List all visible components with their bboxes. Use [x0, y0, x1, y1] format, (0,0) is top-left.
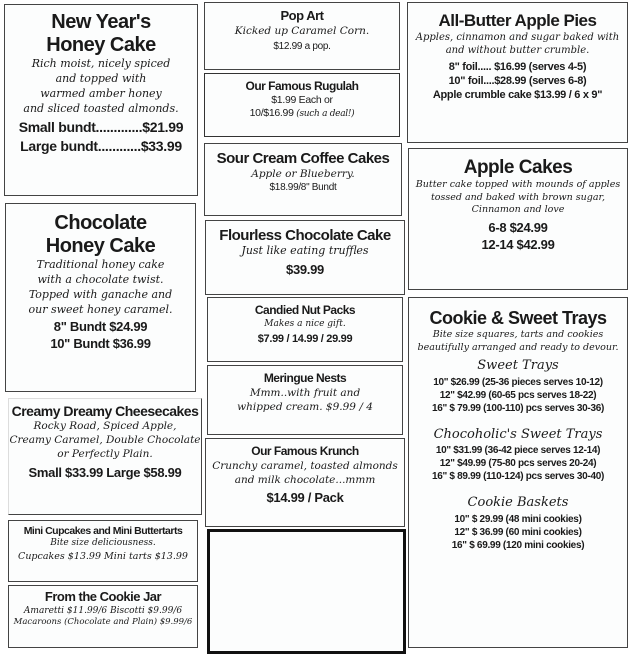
deal-note: (such a deal!): [296, 109, 355, 120]
item-description: warmed amber honey: [40, 86, 162, 100]
menu-item-new-years-honey-cake: [4, 4, 198, 196]
item-description: Bite size deliciousness.: [50, 538, 156, 549]
menu-item-rugulah: [204, 73, 400, 137]
group-title-chocoholic-trays: Chocoholic's Sweet Trays: [433, 426, 603, 442]
item-description: Apple or Blueberry.: [251, 168, 355, 181]
item-title: New Year's: [51, 11, 151, 33]
item-price: $14.99 / Pack: [266, 490, 344, 506]
item-title: Chocolate: [54, 212, 147, 234]
item-price: $1.99 Each or: [271, 93, 333, 106]
item-description: tossed and baked with brown sugar,: [430, 191, 606, 203]
item-price: 8" foil..... $16.99 (serves 4-5): [448, 60, 587, 73]
item-price: [205, 107, 399, 121]
menu-item-cheesecakes: [8, 398, 202, 515]
item-title: Meringue Nests: [263, 371, 347, 385]
item-description: Cinnamon and love: [471, 204, 565, 216]
menu-item-cookie-sweet-trays: [408, 297, 628, 648]
item-title: Sour Cream Coffee Cakes: [216, 150, 390, 167]
group-title-sweet-trays: Sweet Trays: [477, 358, 559, 374]
item-description: Topped with ganache and: [28, 287, 173, 301]
item-price: $12.99 a pop.: [273, 41, 331, 53]
item-price: 10" foil....$28.99 (serves 6-8): [448, 74, 587, 87]
item-title: Cookie & Sweet Trays: [429, 308, 607, 328]
item-price: whipped cream. $9.99 / 4: [237, 400, 373, 413]
item-price: Cupcakes $13.99 Mini tarts $13.99: [18, 551, 188, 563]
menu-item-apple-pies: [407, 2, 628, 143]
item-description: beautifully arranged and ready to devour.: [417, 341, 619, 353]
item-description: and topped with: [55, 71, 147, 85]
basket-price: 16" $ 69.99 (120 mini cookies): [451, 539, 585, 551]
item-description: Rocky Road, Spiced Apple,: [33, 420, 177, 433]
item-description: Apples, cinnamon and sugar baked with: [415, 31, 620, 43]
item-description: with a chocolate twist.: [37, 272, 164, 286]
item-title: Candied Nut Packs: [254, 303, 356, 317]
menu-item-cookie-jar: [8, 585, 198, 648]
item-title: Mini Cupcakes and Mini Buttertarts: [23, 525, 183, 537]
item-description: and without butter crumble.: [445, 45, 590, 57]
item-description: Creamy Caramel, Double Chocolate: [9, 434, 201, 447]
item-price: 12-14 $42.99: [481, 237, 555, 253]
item-price: Small bundt.............$21.99: [18, 119, 184, 136]
basket-price: 12" $ 36.99 (60 mini cookies): [454, 526, 582, 538]
menu-item-mini-cupcakes: [8, 520, 198, 582]
item-description: Traditional honey cake: [36, 258, 165, 271]
item-description: Mmm..with fruit and: [249, 386, 361, 399]
item-title: All-Butter Apple Pies: [438, 11, 597, 30]
item-title: Honey Cake: [46, 34, 156, 56]
tray-price: 16" $ 89.99 (110-124) pcs serves 30-40): [431, 471, 605, 483]
menu-item-candied-nut-packs: [207, 297, 403, 362]
item-price: $7.99 / 14.99 / 29.99: [257, 332, 353, 345]
item-title: From the Cookie Jar: [44, 589, 162, 604]
menu-item-pop-art: [204, 2, 400, 70]
item-title: Our Famous Rugulah: [245, 79, 359, 93]
item-price: Macaroons (Chocolate and Plain) $9.99/6: [13, 617, 193, 628]
item-price: 6-8 $24.99: [488, 220, 548, 236]
item-description: Crunchy caramel, toasted almonds: [212, 459, 398, 472]
menu-item-famous-krunch: [205, 438, 405, 527]
item-description: Rich moist, nicely spiced: [31, 57, 171, 70]
group-title-cookie-baskets: Cookie Baskets: [467, 495, 569, 511]
item-price: 10" Bundt $36.99: [50, 336, 151, 352]
item-description: and milk chocolate...mmm: [234, 473, 376, 486]
empty-box: [207, 529, 406, 654]
menu-item-chocolate-honey-cake: [5, 203, 196, 392]
item-description: or Perfectly Plain.: [57, 448, 153, 461]
menu-item-apple-cakes: [408, 148, 628, 290]
tray-price: 10" $26.99 (25-36 pieces serves 10-12): [433, 376, 603, 388]
basket-price: 10" $ 29.99 (48 mini cookies): [454, 513, 582, 525]
item-description: Butter cake topped with mounds of apples: [415, 178, 621, 190]
item-price: Small $33.99 Large $58.99: [28, 464, 182, 480]
item-description: Just like eating truffles: [241, 244, 369, 258]
item-description: Kicked up Caramel Corn.: [234, 24, 370, 37]
tray-price: 12" $49.99 (75-80 pcs serves 20-24): [439, 458, 597, 470]
item-description: and sliced toasted almonds.: [23, 101, 179, 115]
item-price: 8" Bundt $24.99: [53, 319, 148, 335]
menu-item-flourless-chocolate-cake: [205, 220, 405, 295]
tray-price: 12" $42.99 (60-65 pcs serves 18-22): [439, 389, 597, 401]
menu-item-meringue-nests: [207, 365, 403, 435]
bulk-price: 10/$16.99: [249, 107, 294, 120]
item-title: Honey Cake: [45, 235, 156, 257]
item-title: Pop Art: [280, 8, 324, 23]
item-title: Flourless Chocolate Cake: [219, 227, 391, 244]
tray-price: 16" $ 79.99 (100-110) pcs serves 30-36): [431, 402, 605, 414]
item-price: Apple crumble cake $13.99 / 6 x 9": [432, 89, 603, 102]
menu-item-sour-cream-coffee-cakes: [204, 143, 402, 216]
item-title: Apple Cakes: [463, 157, 573, 178]
item-title: Creamy Dreamy Cheesecakes: [11, 403, 199, 419]
item-description: our sweet honey caramel.: [28, 302, 173, 316]
item-title: Our Famous Krunch: [251, 444, 359, 458]
item-description: Makes a nice gift.: [264, 318, 346, 329]
item-description: Bite size squares, tarts and cookies: [432, 328, 604, 340]
tray-price: 10" $31.99 (36-42 piece serves 12-14): [435, 445, 601, 457]
item-price: $18.99/8" Bundt: [269, 182, 337, 194]
item-price: Large bundt............$33.99: [20, 137, 182, 154]
item-price: Amaretti $11.99/6 Biscotti $9.99/6: [23, 605, 183, 616]
item-price: $39.99: [286, 262, 324, 278]
